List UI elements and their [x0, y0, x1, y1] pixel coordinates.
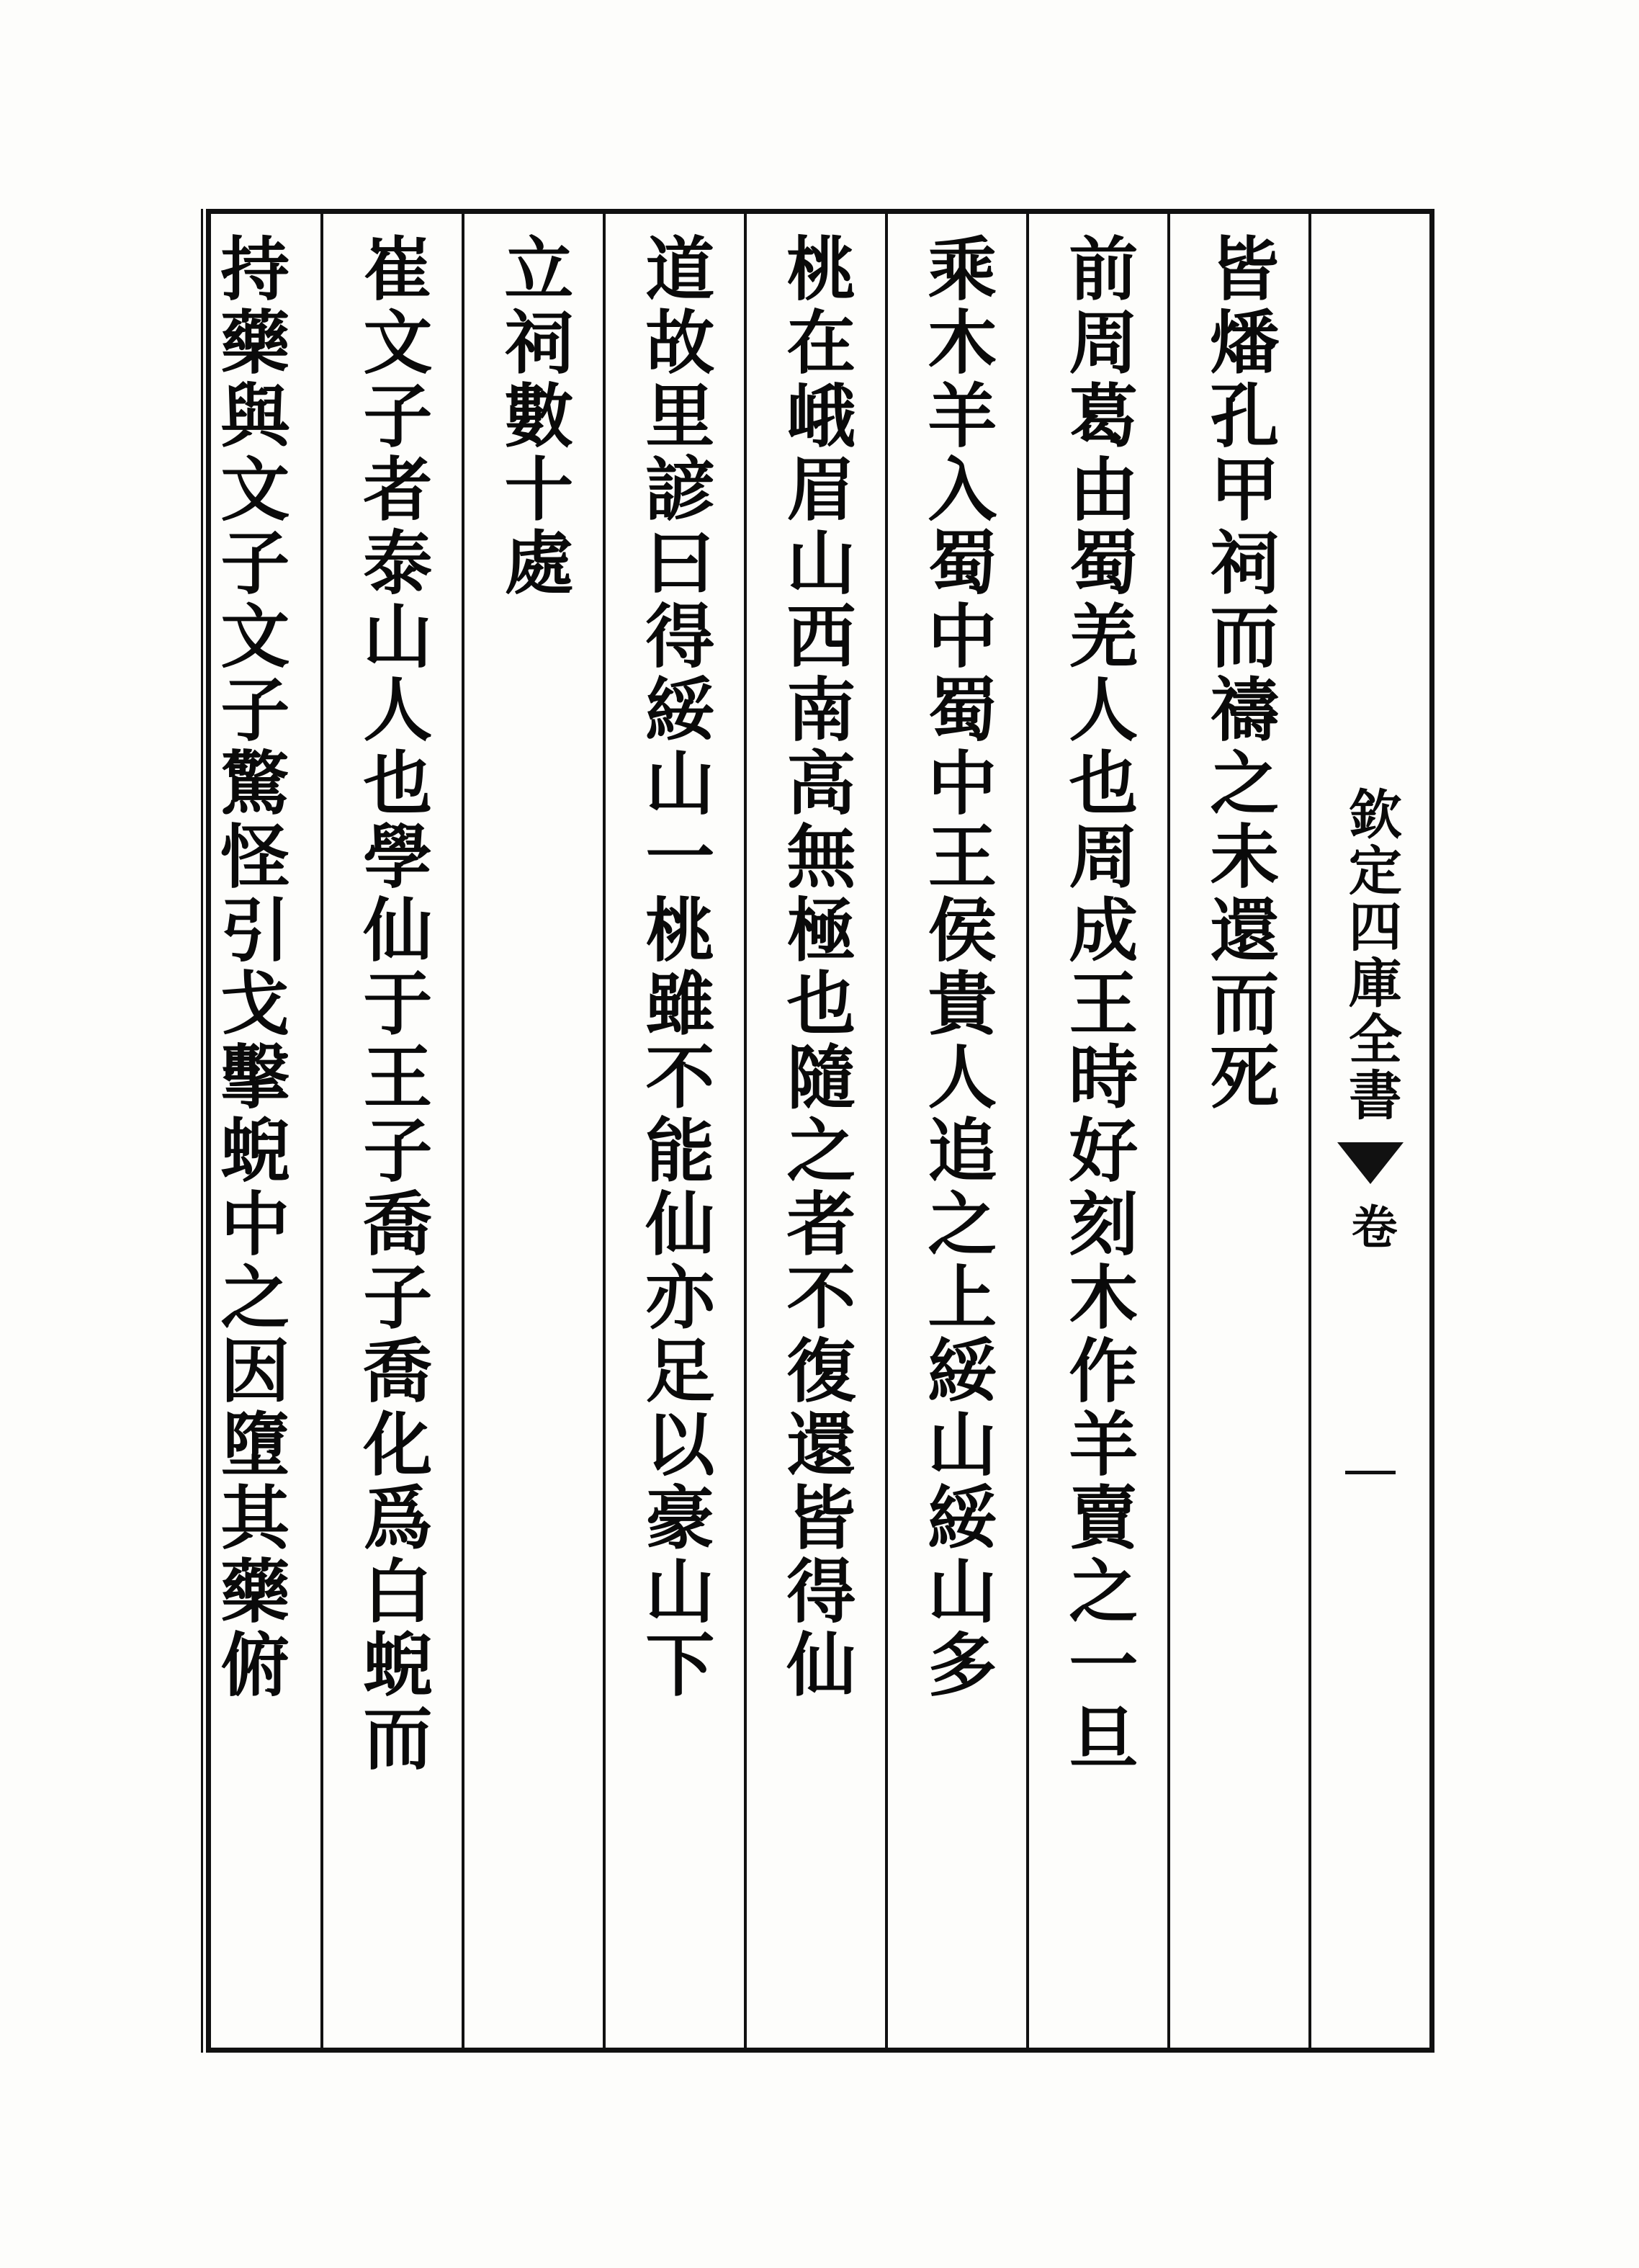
- fishtail-ornament: [1337, 1142, 1404, 1184]
- text-column-2: 前周葛由蜀羌人也周成王時好刻木作羊賣之一旦: [1026, 214, 1167, 2048]
- text-column-1: 皆燔孔甲祠而禱之未還而死: [1167, 214, 1308, 2048]
- text-column-4: 桃在峨眉山西南高無極也隨之者不復還皆得仙: [744, 214, 885, 2048]
- gutter-rule: [1345, 1471, 1396, 1474]
- text-columns: [211, 214, 1429, 2048]
- text-column-6: 立祠數十處: [462, 214, 603, 2048]
- text-column-7: 崔文子者泰山人也學仙于王子喬子喬化爲白蜺而: [320, 214, 462, 2048]
- series-title: 欽定四庫全書: [1339, 786, 1402, 1124]
- text-column-3: 乘木羊入蜀中蜀中王侯貴人追之上綏山綏山多: [885, 214, 1026, 2048]
- text-column-5: 道故里諺曰得綏山一桃雖不能仙亦足以豪山下: [603, 214, 744, 2048]
- text-column-8: 持藥與文子文子驚怪引戈擊蜺中之因墮其藥俯: [209, 233, 291, 1702]
- juan-mark: 卷: [1343, 1202, 1398, 1252]
- page-gutter: [1308, 214, 1429, 2048]
- woodblock-frame: [206, 209, 1434, 2053]
